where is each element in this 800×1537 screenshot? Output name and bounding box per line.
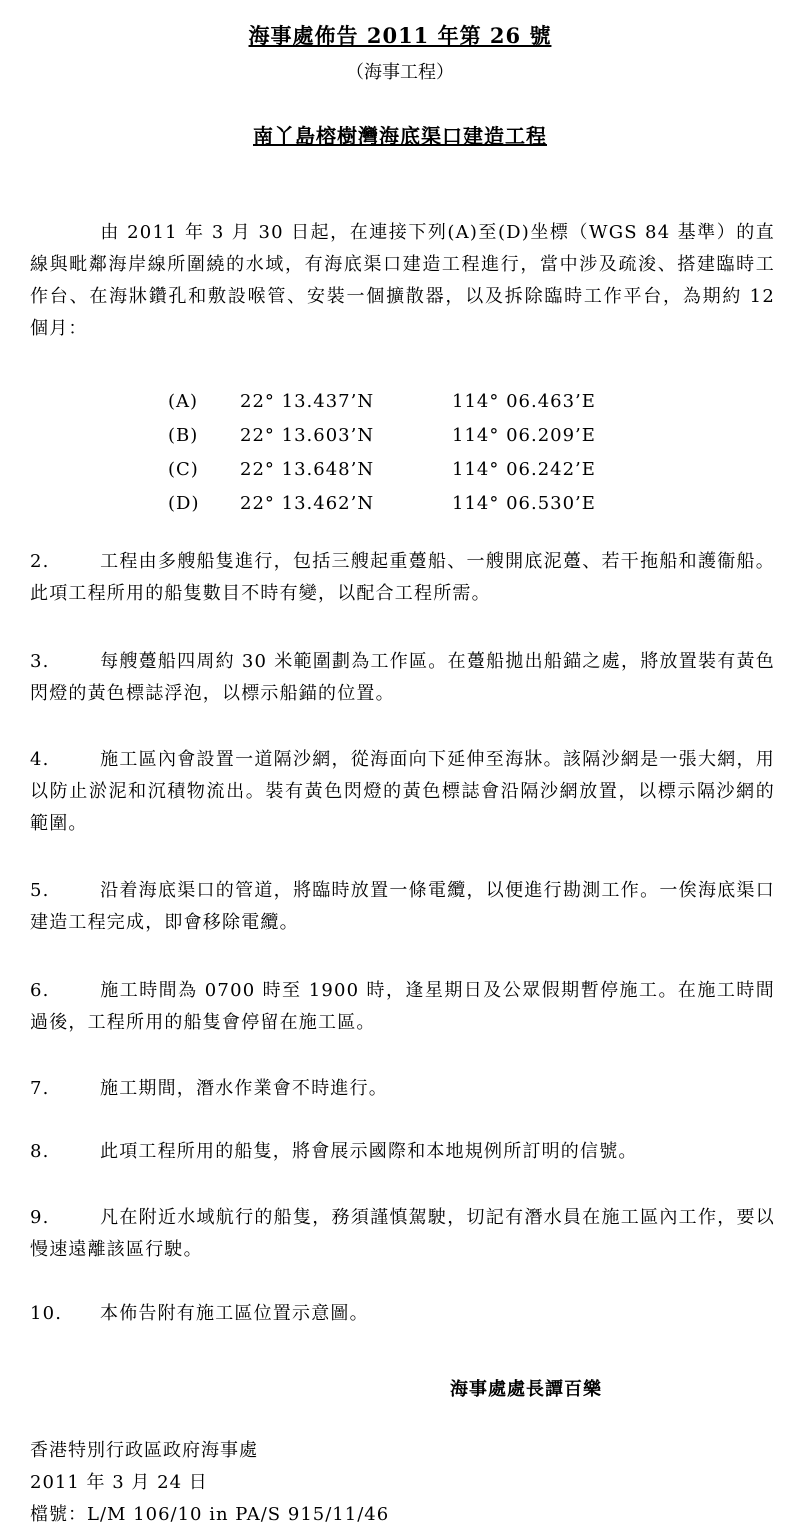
paragraph-number: 2. <box>30 551 50 572</box>
intro-paragraph <box>30 217 775 345</box>
coordinate-latitude: 22° 13.437’N <box>240 391 375 412</box>
coordinate-row <box>168 419 612 453</box>
paragraph-text: 沿着海底渠口的管道，將臨時放置一條電纜，以便進行勘測工作。一俟海底渠口建造工程完成，即會移除電纜。 <box>30 880 775 933</box>
paragraph-text: 工程由多艘船隻進行，包括三艘起重躉船、一艘開底泥躉、若干拖船和護衞船。此項工程所用的船隻數目不時有變，以配合工程所需。 <box>30 551 775 604</box>
coordinate-latitude: 22° 13.462’N <box>240 493 375 514</box>
coordinate-label: (D) <box>168 493 200 514</box>
coordinate-row <box>168 385 612 419</box>
paragraph-3 <box>30 646 775 710</box>
paragraph-9 <box>30 1202 775 1266</box>
paragraph-text: 此項工程所用的船隻，將會展示國際和本地規例所訂明的信號。 <box>100 1141 638 1162</box>
paragraph-4 <box>30 744 775 840</box>
file-reference: 檔號：L/M 106/10 in PA/S 915/11/46 <box>30 1504 390 1525</box>
paragraph-number: 7. <box>30 1078 50 1099</box>
intro-text: 由 2011 年 3 月 30 日起，在連接下列(A)至(D)坐標（WGS 84 基準）的直線與毗鄰海岸線所圍繞的水域，有海底渠口建造工程進行，當中涉及疏浚、搭建臨時工作台、在海牀鑽孔和敷設喉管、安裝一個擴散器，以及拆除臨時工作平台，為期約 12 個月： <box>30 222 775 339</box>
paragraph-number: 8. <box>30 1141 50 1162</box>
coordinate-label: (A) <box>168 391 199 412</box>
paragraph-text: 施工期間，潛水作業會不時進行。 <box>100 1078 388 1099</box>
notice-title: 海事處佈告 2011 年第 26 號 <box>248 23 552 48</box>
notice-subtitle: （海事工程） <box>346 62 454 83</box>
coordinate-longitude: 114° 06.463’E <box>452 391 596 412</box>
paragraph-8 <box>30 1136 775 1168</box>
coordinate-latitude: 22° 13.648’N <box>240 459 375 480</box>
coordinate-longitude: 114° 06.209’E <box>452 425 596 446</box>
paragraph-number: 6. <box>30 980 50 1001</box>
paragraph-number: 9. <box>30 1207 50 1228</box>
coordinate-label: (C) <box>168 459 199 480</box>
issue-date: 2011 年 3 月 24 日 <box>30 1472 208 1493</box>
paragraph-number: 5. <box>30 880 50 901</box>
coordinate-longitude: 114° 06.530’E <box>452 493 596 514</box>
paragraph-10 <box>30 1298 775 1330</box>
paragraph-2 <box>30 546 775 610</box>
paragraph-text: 施工區內會設置一道隔沙網，從海面向下延伸至海牀。該隔沙網是一張大網，用以防止淤泥和沉積物流出。裝有黃色閃燈的黃色標誌會沿隔沙網放置，以標示隔沙網的範圍。 <box>30 749 775 834</box>
paragraph-6 <box>30 975 775 1039</box>
paragraph-number: 10. <box>30 1303 63 1324</box>
coordinate-longitude: 114° 06.242’E <box>452 459 596 480</box>
signatory-name: 海事處處長譚百樂 <box>450 1379 602 1400</box>
paragraph-text: 施工時間為 0700 時至 1900 時，逢星期日及公眾假期暫停施工。在施工時間過後，工程所用的船隻會停留在施工區。 <box>30 980 775 1033</box>
coordinate-latitude: 22° 13.603’N <box>240 425 375 446</box>
paragraph-5 <box>30 875 775 939</box>
coordinate-table <box>168 385 612 521</box>
issuing-department: 香港特別行政區政府海事處 <box>30 1440 258 1461</box>
paragraph-text: 本佈告附有施工區位置示意圖。 <box>100 1303 369 1324</box>
paragraph-number: 4. <box>30 749 50 770</box>
coordinate-row <box>168 453 612 487</box>
coordinate-label: (B) <box>168 425 199 446</box>
paragraph-text: 凡在附近水域航行的船隻，務須謹慎駕駛，切記有潛水員在施工區內工作，要以慢速遠離該區行駛。 <box>30 1207 775 1260</box>
paragraph-text: 每艘躉船四周約 30 米範圍劃為工作區。在躉船拋出船錨之處，將放置裝有黃色閃燈的黃色標誌浮泡，以標示船錨的位置。 <box>30 651 775 704</box>
coordinate-row <box>168 487 612 521</box>
notice-heading: 南丫島榕樹灣海底渠口建造工程 <box>253 124 547 148</box>
paragraph-number: 3. <box>30 651 50 672</box>
paragraph-7 <box>30 1073 775 1105</box>
